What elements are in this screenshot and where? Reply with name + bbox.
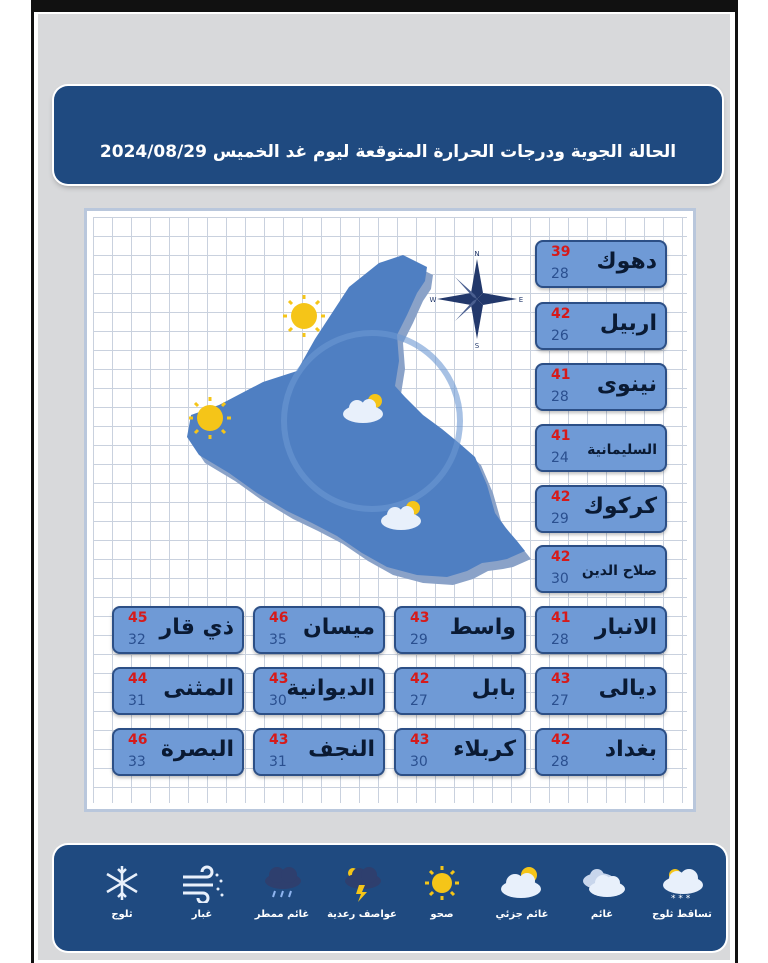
min-temp: 30 — [551, 571, 569, 587]
weather-legend — [54, 845, 726, 951]
province-card — [535, 606, 667, 654]
compass-w: W — [429, 296, 437, 304]
legend-label: ثلوج — [111, 909, 133, 920]
compass-e: E — [518, 296, 524, 304]
province-card — [535, 667, 667, 715]
legend-item — [82, 863, 162, 920]
province-name: النجف — [308, 737, 375, 762]
legend-label: صحو — [430, 909, 454, 920]
snowflake-icon — [82, 863, 162, 903]
province-card — [535, 240, 667, 288]
min-temp: 30 — [410, 754, 428, 770]
province-name: دهوك — [596, 249, 657, 274]
snowfall-cloud-icon — [642, 863, 722, 903]
province-name: ميسان — [302, 615, 375, 640]
max-temp: 41 — [551, 428, 571, 444]
province-card — [112, 667, 244, 715]
province-name: بغداد — [604, 737, 657, 762]
province-name: الانبار — [594, 615, 657, 640]
forecast-title: الحالة الجوية ودرجات الحرارة المتوقعة ليوم غد الخميس 2024/08/29 — [99, 142, 677, 162]
svg-text:* * *: * * * — [671, 894, 691, 903]
thunderstorm-icon — [322, 863, 402, 903]
rain-cloud-icon — [242, 863, 322, 903]
legend-item — [562, 863, 642, 920]
province-name: واسط — [449, 615, 516, 640]
min-temp: 26 — [551, 328, 569, 344]
max-temp: 42 — [410, 671, 430, 687]
max-temp: 42 — [551, 549, 571, 565]
province-name: نينوى — [596, 372, 657, 397]
max-temp: 43 — [551, 671, 571, 687]
legend-item — [642, 863, 722, 920]
legend-item — [322, 863, 402, 920]
top-bar — [0, 0, 768, 12]
province-name: اربيل — [599, 311, 657, 336]
legend-label: تساقط ثلوج — [652, 909, 712, 920]
province-card — [253, 667, 385, 715]
province-name: ديالى — [598, 676, 657, 701]
province-card — [253, 606, 385, 654]
province-name: السليمانية — [587, 442, 657, 458]
cloudy-icon — [562, 863, 642, 903]
legend-label: غائم ممطر — [254, 909, 310, 920]
max-temp: 43 — [269, 732, 289, 748]
province-card — [253, 728, 385, 776]
min-temp: 28 — [551, 632, 569, 648]
province-card — [535, 424, 667, 472]
province-card — [394, 728, 526, 776]
province-card — [112, 606, 244, 654]
province-card — [394, 606, 526, 654]
compass-n: N — [474, 250, 480, 258]
province-card — [535, 545, 667, 593]
legend-item — [402, 863, 482, 920]
min-temp: 31 — [128, 693, 146, 709]
province-name: كربلاء — [453, 737, 516, 762]
province-name: الديوانية — [286, 676, 375, 701]
max-temp: 43 — [410, 610, 430, 626]
sunny-icon-north — [283, 295, 325, 337]
min-temp: 35 — [269, 632, 287, 648]
min-temp: 28 — [551, 389, 569, 405]
max-temp: 46 — [128, 732, 148, 748]
max-temp: 41 — [551, 367, 571, 383]
max-temp: 41 — [551, 610, 571, 626]
compass-rose-icon — [430, 250, 524, 350]
max-temp: 46 — [269, 610, 289, 626]
min-temp: 28 — [551, 754, 569, 770]
province-name: صلاح الدين — [581, 563, 657, 579]
legend-item — [482, 863, 562, 920]
province-name: البصرة — [160, 737, 234, 762]
min-temp: 28 — [551, 266, 569, 282]
legend-label: غائم — [590, 909, 614, 920]
partly-cloudy-icon — [482, 863, 562, 903]
province-card — [535, 728, 667, 776]
max-temp: 42 — [551, 306, 571, 322]
min-temp: 29 — [410, 632, 428, 648]
legend-item — [242, 863, 322, 920]
left-frame — [0, 0, 34, 963]
max-temp: 43 — [410, 732, 430, 748]
sunny-icon — [402, 863, 482, 903]
province-card — [112, 728, 244, 776]
max-temp: 42 — [551, 732, 571, 748]
right-frame — [735, 0, 768, 963]
legend-label: غبار — [191, 909, 213, 920]
min-temp: 31 — [269, 754, 287, 770]
province-card — [535, 363, 667, 411]
min-temp: 24 — [551, 450, 569, 466]
legend-label: عواصف رعدية — [327, 909, 397, 920]
min-temp: 29 — [551, 511, 569, 527]
province-card — [535, 302, 667, 350]
min-temp: 30 — [269, 693, 287, 709]
min-temp: 27 — [551, 693, 569, 709]
max-temp: 43 — [269, 671, 289, 687]
compass-s: S — [474, 342, 480, 350]
province-name: كركوك — [583, 494, 657, 519]
province-name: بابل — [471, 676, 516, 701]
max-temp: 44 — [128, 671, 148, 687]
dust-icon — [162, 863, 242, 903]
min-temp: 33 — [128, 754, 146, 770]
province-name: المثنى — [163, 676, 234, 701]
legend-label: غائم جزئي — [495, 909, 549, 920]
forecast-header — [54, 86, 722, 184]
province-name: ذي قار — [159, 615, 234, 640]
min-temp: 27 — [410, 693, 428, 709]
max-temp: 39 — [551, 244, 571, 260]
legend-item — [162, 863, 242, 920]
min-temp: 32 — [128, 632, 146, 648]
province-card — [394, 667, 526, 715]
max-temp: 45 — [128, 610, 148, 626]
max-temp: 42 — [551, 489, 571, 505]
province-card — [535, 485, 667, 533]
